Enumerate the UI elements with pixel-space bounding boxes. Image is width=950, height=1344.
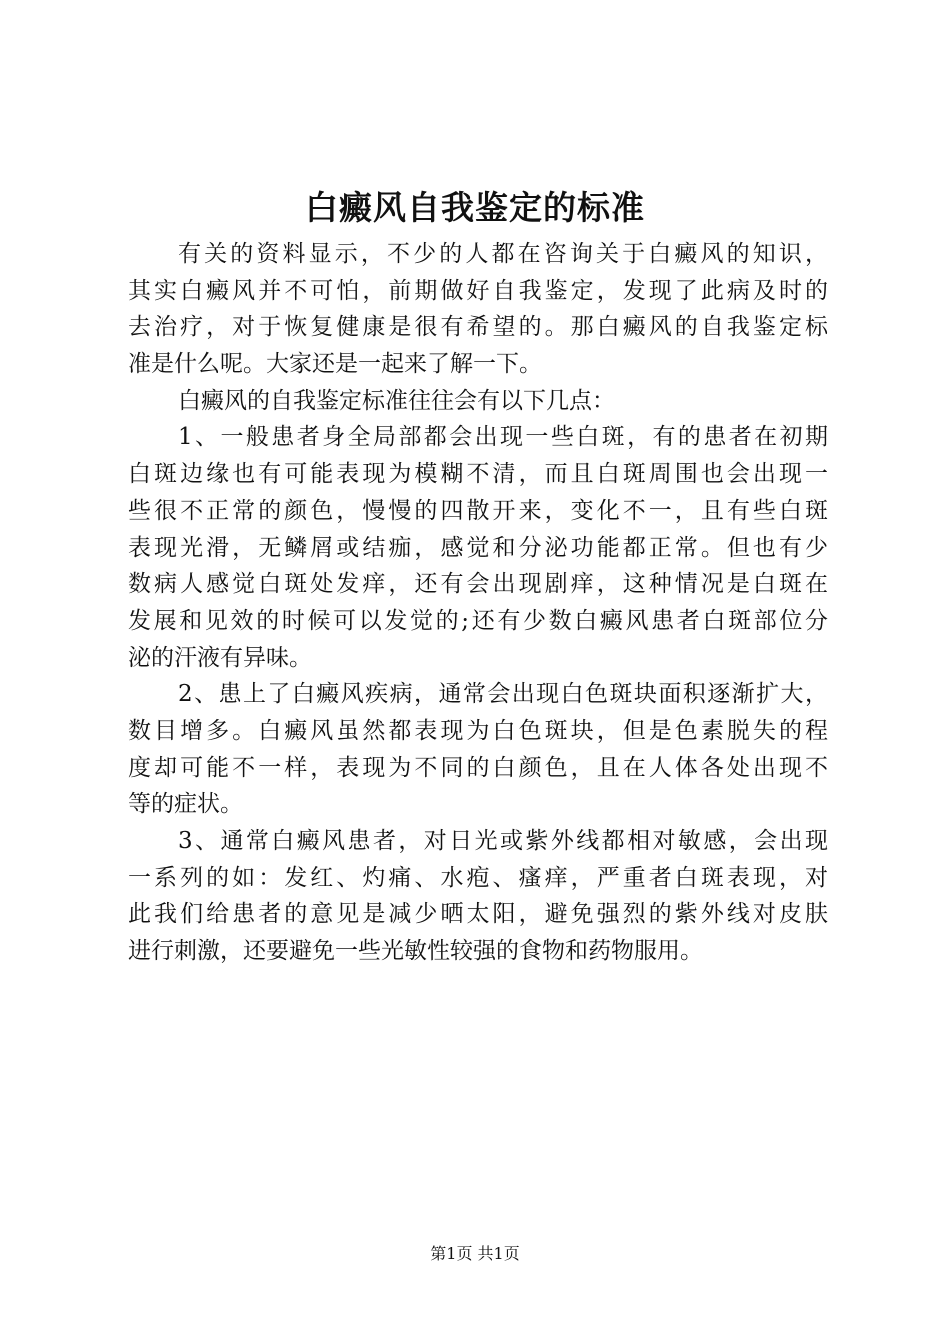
text-line: 此我们给患者的意见是减少晒太阳，避免强烈的紫外线对皮肤 — [128, 901, 828, 928]
text-line: 有关的资料显示，不少的人都在咨询关于白癜风的知识， — [178, 241, 828, 267]
text-line: 2、患上了白癜风疾病，通常会出现白色斑块面积逐渐扩大， — [178, 681, 828, 708]
text-line: 数目增多。白癜风虽然都表现为白色斑块，但是色素脱失的程 — [128, 717, 828, 744]
text-line: 等的症状。 — [128, 791, 243, 818]
text-line: 些很不正常的颜色，慢慢的四散开来，变化不一，且有些白斑 — [128, 497, 828, 524]
text-line: 1、一般患者身全局部都会出现一些白斑，有的患者在初期 — [178, 424, 828, 451]
text-line: 泌的汗液有异味。 — [128, 644, 312, 671]
text-line: 去治疗，对于恢复健康是很有希望的。那白癜风的自我鉴定标 — [128, 314, 828, 341]
text-line: 其实白癜风并不可怕，前期做好自我鉴定，发现了此病及时的 — [128, 277, 828, 304]
document-body — [128, 236, 828, 970]
text-line: 准是什么呢。大家还是一起来了解一下。 — [128, 351, 542, 378]
text-line: 一系列的如：发红、灼痛、水疱、瘙痒，严重者白斑表现，对 — [128, 864, 828, 891]
text-line: 度却可能不一样，表现为不同的白颜色，且在人体各处出现不 — [128, 754, 828, 781]
text-line: 3、通常白癜风患者，对日光或紫外线都相对敏感，会出现 — [178, 828, 828, 854]
text-line: 白癜风的自我鉴定标准往往会有以下几点： — [178, 387, 615, 414]
text-line: 白斑边缘也有可能表现为模糊不清，而且白斑周围也会出现一 — [128, 461, 828, 488]
document-title: 白癜风自我鉴定的标准 — [305, 188, 645, 227]
page-footer: 第1页 共1页 — [430, 1244, 520, 1263]
text-line: 数病人感觉白斑处发痒，还有会出现剧痒，这种情况是白斑在 — [128, 571, 828, 598]
text-line: 进行刺激，还要避免一些光敏性较强的食物和药物服用。 — [128, 938, 703, 965]
text-line: 发展和见效的时候可以发觉的;还有少数白癜风患者白斑部位分 — [128, 607, 828, 634]
text-line: 表现光滑，无鳞屑或结痂，感觉和分泌功能都正常。但也有少 — [128, 534, 828, 561]
